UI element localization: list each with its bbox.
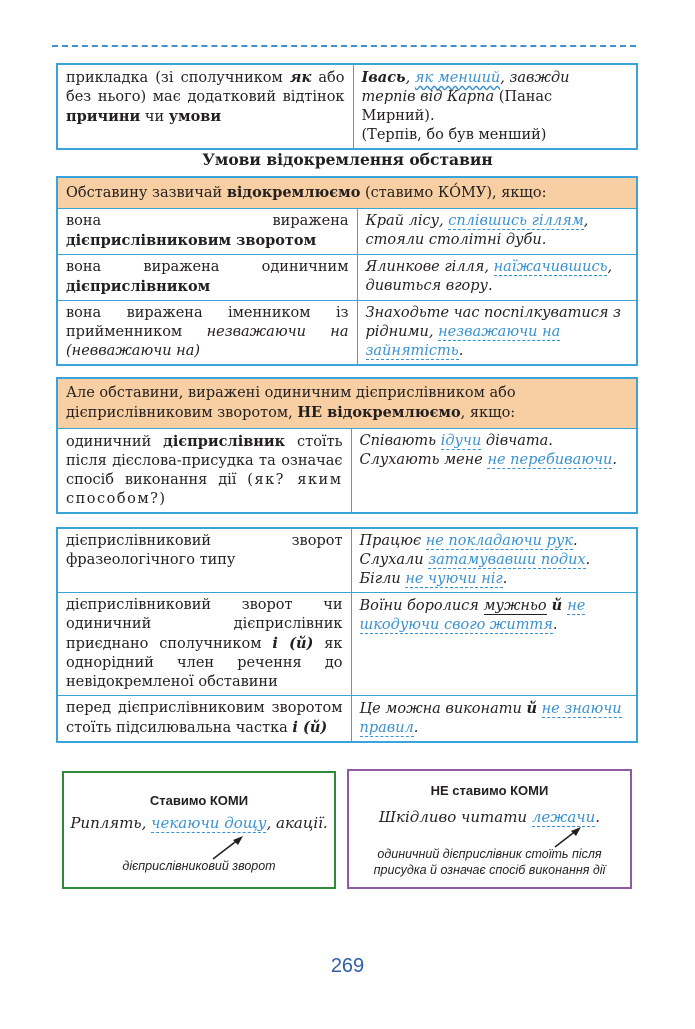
table-row	[57, 64, 637, 149]
top-dashed-line	[52, 45, 636, 47]
box-example: Риплять, чекаючи дощу, акації.	[70, 814, 328, 832]
table2-row1-left: одиничний дієприслівник стоїть після дієслова-присудка та означає спосіб виконання дії (як? яким способом?)	[57, 429, 351, 514]
table3-row1-right: Працює не покладаючи рук. Слухали затамувавши подих. Бігли не чуючи ніг.	[351, 528, 637, 593]
table3-row1-left: дієприслівниковий зворот фразеологічного типу	[57, 528, 351, 593]
example-box-no-commas	[347, 769, 632, 889]
table3-row3-left: перед дієприслівниковим зворотом стоїть підсилювальна частка і (й)	[57, 696, 351, 743]
example-box-commas	[62, 771, 336, 889]
top-table-left: прикладка (зі сполучником як або без нього) має додатковий відтінок причини чи умови	[57, 64, 353, 149]
table-row	[57, 255, 637, 301]
table-row	[57, 696, 637, 743]
box-example: Шкідливо читати лежачи.	[378, 808, 601, 826]
box-title: НЕ ставимо КОМИ	[430, 783, 549, 798]
top-table-right: Івась, як менший, завжди терпів від Карпа (Панас Мирний). (Терпів, бо був менший)	[353, 64, 637, 149]
table3-row2-left: дієприслівниковий зворот чи одиничний дієприслівник приєднано сполучником і (й) як однорідний член речення до невідокремленої обставини	[57, 593, 351, 696]
table-header	[57, 177, 637, 209]
page-number: 269	[330, 955, 365, 977]
table-row	[57, 429, 637, 514]
section-title: Умови відокремлення обставин	[202, 150, 493, 169]
table2-header: Але обставини, виражені одиничним дієприслівником або дієприслівниковим зворотом, НЕ відокремлюємо, якщо:	[57, 378, 637, 429]
top-table	[56, 63, 638, 150]
table1-row2-left: вона виражена одиничним дієприслівником	[57, 255, 357, 301]
table-row	[57, 209, 637, 255]
table1-row3-left: вона виражена іменником із прийменником незважаючи на (невважаючи на)	[57, 301, 357, 366]
box-note: одиничний дієприслівник стоїть після присудка й означає спосіб виконання дії	[373, 847, 606, 877]
arrow-icon	[209, 833, 249, 863]
table1-header: Обставину зазвичай відокремлюємо (ставимо КО́МУ), якщо:	[57, 177, 637, 209]
table1-row1-right: Край лісу, сплівшись гіллям, стояли столітні дуби.	[357, 209, 637, 255]
table-row	[57, 528, 637, 593]
table-no-separation-cont	[56, 527, 638, 743]
table1-row3-right: Знаходьте час поспілкуватися з рідними, незважаючи на зайнятість.	[357, 301, 637, 366]
table3-row2-right: Воїни боролися мужньо й не шкодуючи свого життя.	[351, 593, 637, 696]
table-row	[57, 593, 637, 696]
arrow-icon	[549, 825, 589, 851]
table1-row1-left: вона виражена дієприслівниковим зворотом	[57, 209, 357, 255]
table-separation-conditions	[56, 176, 638, 366]
table3-row3-right: Це можна виконати й не знаючи правил.	[351, 696, 637, 743]
table-no-separation	[56, 377, 638, 514]
table-header	[57, 378, 637, 429]
box-note: дієприслівниковий зворот	[122, 859, 276, 873]
box-title: Ставимо КОМИ	[149, 793, 249, 808]
table2-row1-right: Співають ідучи дівчата. Слухають мене не перебиваючи.	[351, 429, 637, 514]
table1-row2-right: Ялинкове гілля, наїжачившись, дивиться вгору.	[357, 255, 637, 301]
table-row	[57, 301, 637, 366]
